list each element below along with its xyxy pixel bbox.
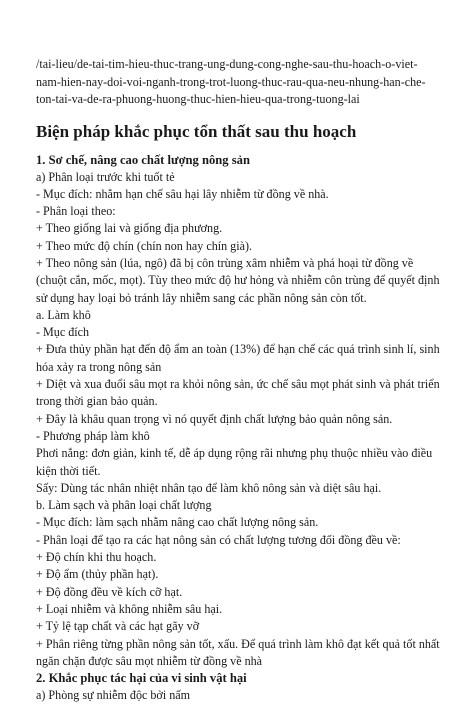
section-heading: 2. Khắc phục tác hại của vi sinh vật hại [36,670,440,687]
paragraph: b. Làm sạch và phân loại chất lượng [36,497,440,514]
paragraph: + Độ ẩm (thủy phần hạt). [36,566,440,583]
paragraph: + Loại nhiễm và không nhiễm sâu hại. [36,601,440,618]
paragraph: a) Phòng sự nhiễm độc bởi nấm [36,687,440,704]
paragraph: Sấy: Dùng tác nhân nhiệt nhân tạo để làm khô nông sản và diệt sâu hại. [36,480,440,497]
paragraph: + Theo nông sản (lúa, ngô) đã bị côn trùng xâm nhiễm và phá hoại từ đồng về (chuột cắn, mốc, mọt). Tùy theo mức độ hư hỏng và nhiễm côn trùng để quyết định sử dụng hay loại bỏ tránh lây nhiễm sang các phần nông sản còn tốt. [36,255,440,307]
document-body [36,152,440,704]
paragraph: + Phân riêng từng phần nông sản tốt, xấu. Để quá trình làm khô đạt kết quả tốt nhất ngăn chặn được sâu mọt nhiễm từ đồng về nhà [36,636,440,671]
section-heading: 1. Sơ chế, nâng cao chất lượng nông sản [36,152,440,169]
paragraph: + Độ chín khi thu hoạch. [36,549,440,566]
document-url: /tai-lieu/de-tai-tim-hieu-thuc-trang-ung-dung-cong-nghe-sau-thu-hoach-o-viet-nam-hien-nay-doi-voi-nganh-trong-trot-luong-thuc-rau-qua-neu-nhung-han-che-ton-tai-va-de-ra-phuong-huong-thuc-hien-hieu-qua-trong-tuong-lai [36,56,440,109]
document-title: Biện pháp khắc phục tổn thất sau thu hoạch [36,121,440,143]
paragraph: Phơi nắng: đơn giản, kinh tế, dễ áp dụng rộng rãi nhưng phụ thuộc nhiều vào điều kiện thời tiết. [36,445,440,480]
paragraph: + Diệt và xua đuổi sâu mọt ra khỏi nông sản, ức chế sâu mọt phát sinh và phát triển trong thời gian bảo quản. [36,376,440,411]
paragraph: + Độ đồng đều về kích cỡ hạt. [36,584,440,601]
paragraph: - Mục đích [36,324,440,341]
paragraph: - Phân loại theo: [36,203,440,220]
paragraph: - Phân loại để tạo ra các hạt nông sản có chất lượng tương đối đồng đều về: [36,532,440,549]
paragraph: + Theo mức độ chín (chín non hay chín già). [36,238,440,255]
paragraph: + Đây là khâu quan trọng vì nó quyết định chất lượng bảo quản nông sản. [36,411,440,428]
paragraph: a. Làm khô [36,307,440,324]
paragraph: - Mục đích: làm sạch nhằm nâng cao chất lượng nông sản. [36,514,440,531]
paragraph: + Tỷ lệ tạp chất và các hạt gãy vỡ [36,618,440,635]
paragraph: + Theo giống lai và giống địa phương. [36,220,440,237]
paragraph: - Mục đích: nhằm hạn chế sâu hại lây nhiễm từ đồng về nhà. [36,186,440,203]
paragraph: + Đưa thủy phần hạt đến độ ẩm an toàn (13%) để hạn chế các quá trình sinh lí, sinh hóa xảy ra trong nông sản [36,341,440,376]
paragraph: a) Phân loại trước khi tuốt tẻ [36,169,440,186]
paragraph: - Phương pháp làm khô [36,428,440,445]
